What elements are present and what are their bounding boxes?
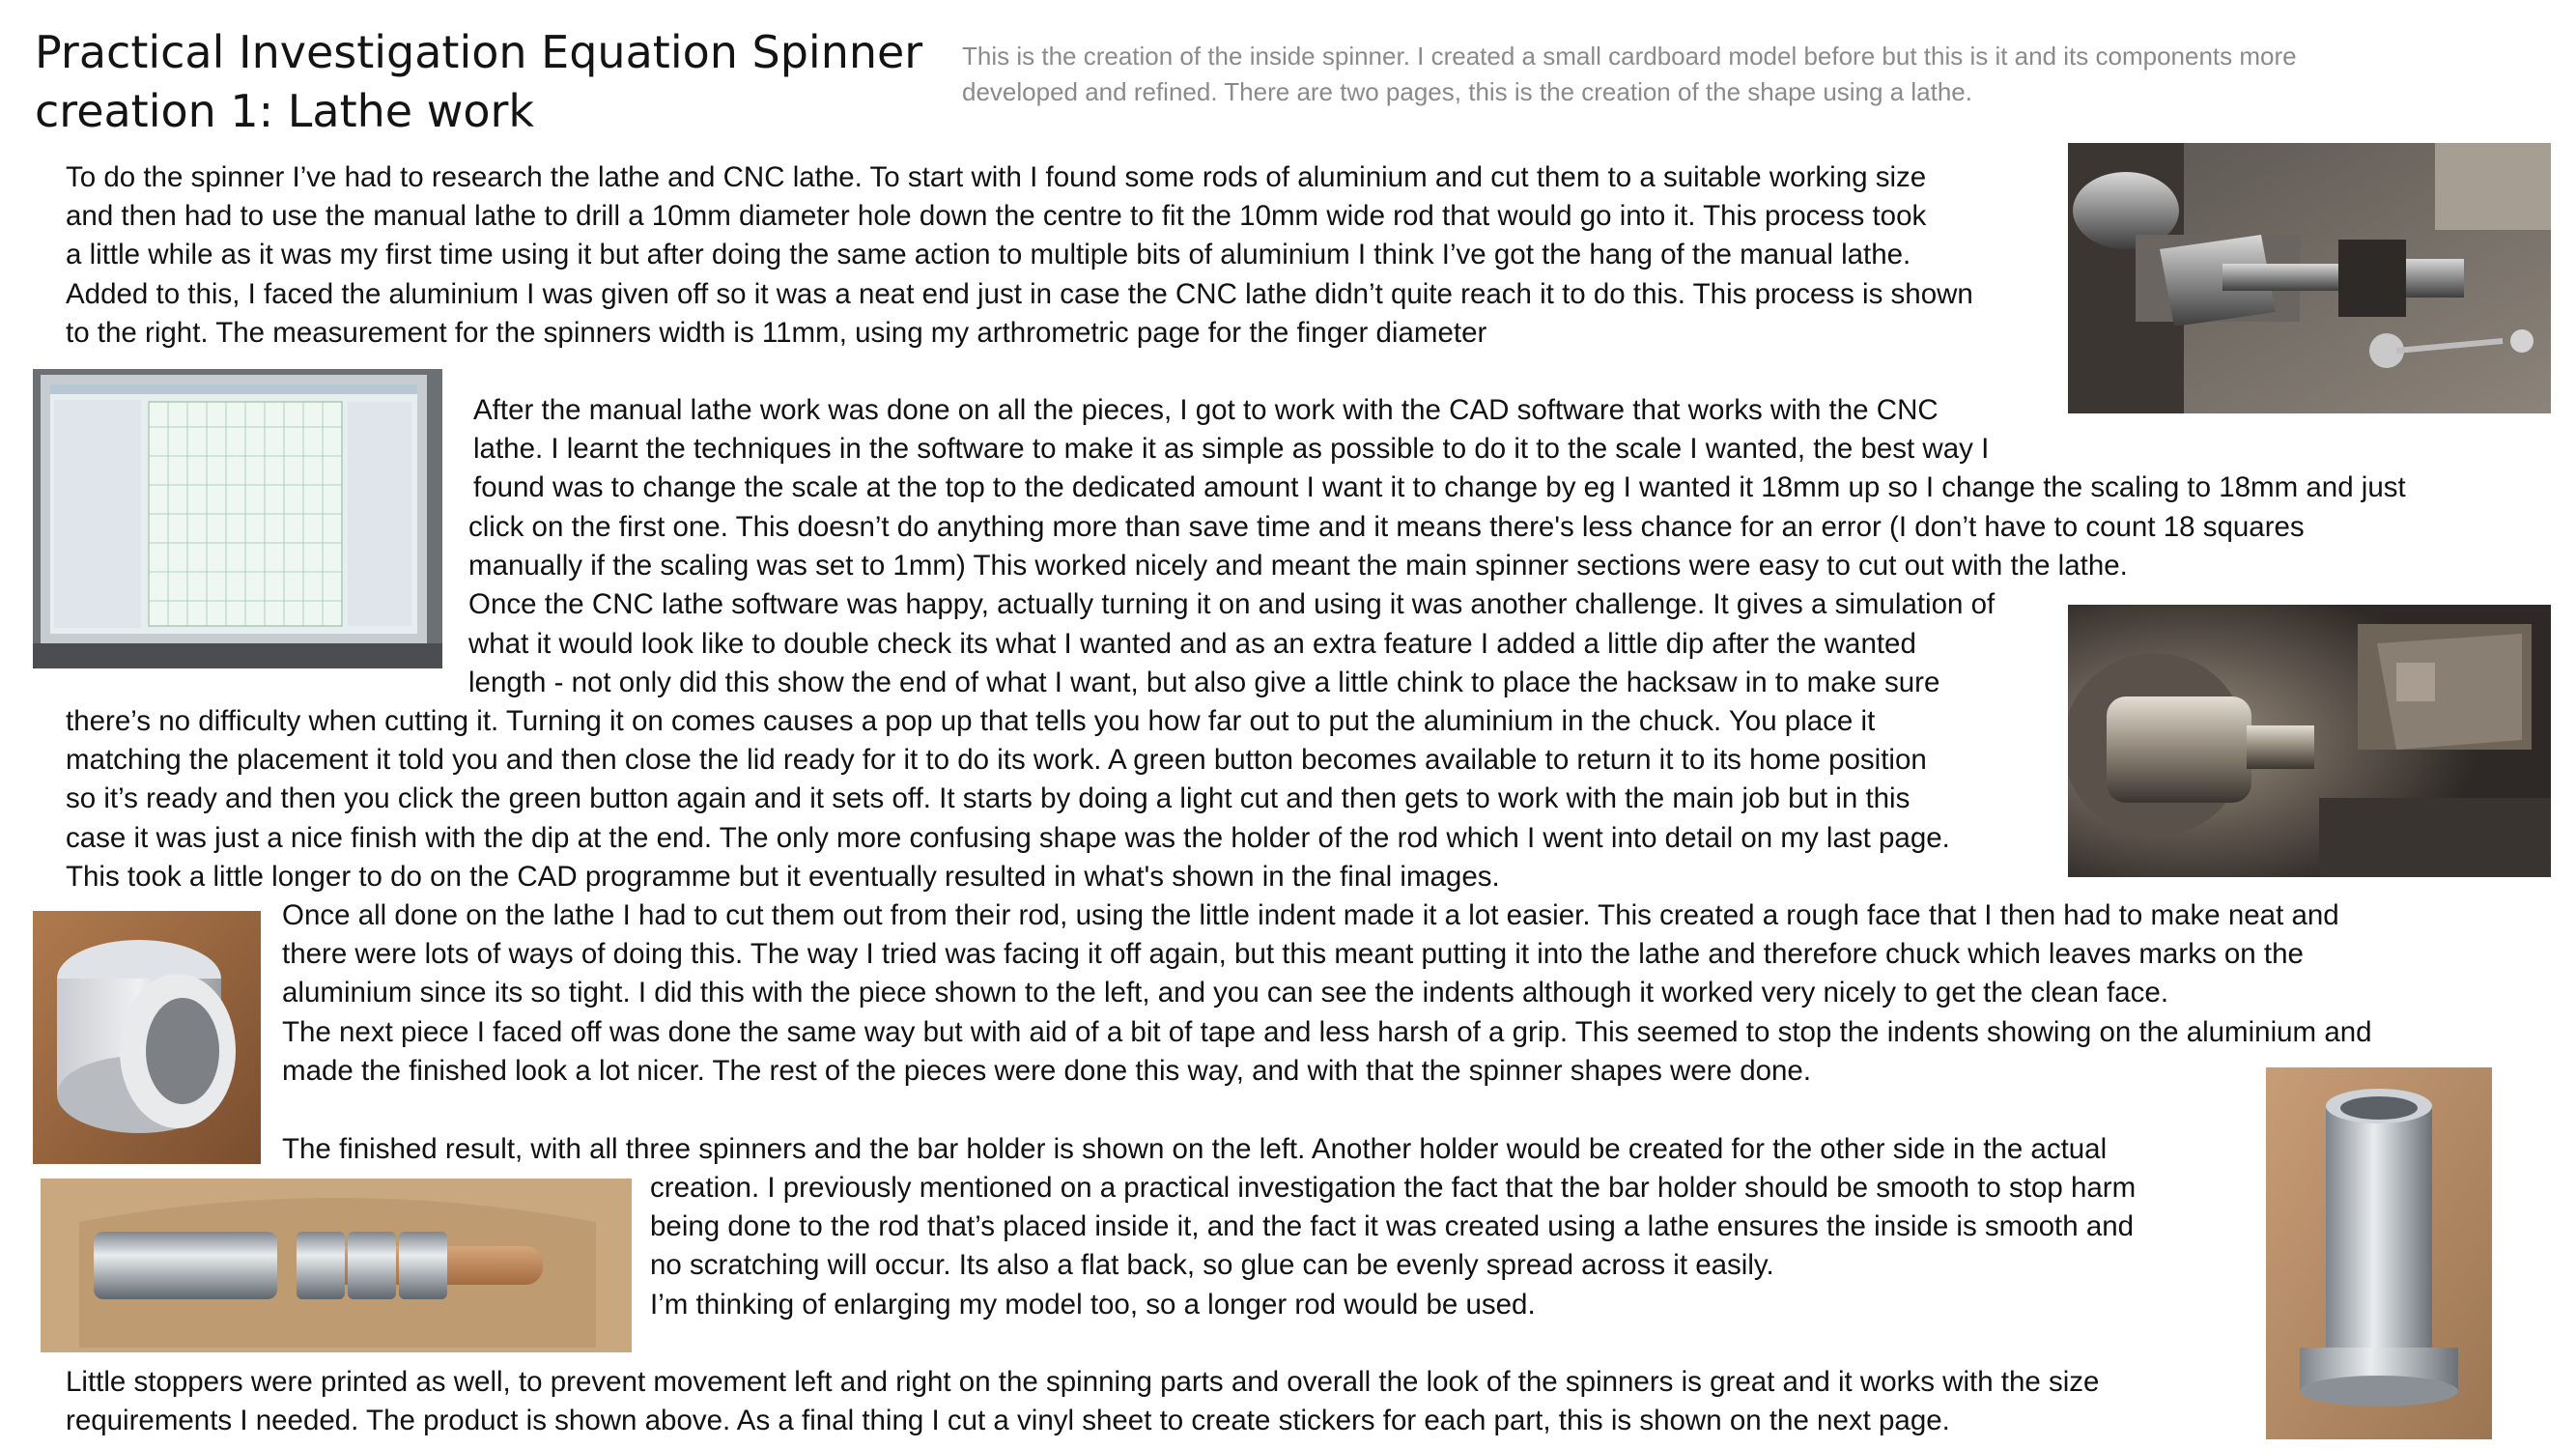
- paragraph-finished-result: [650, 1169, 2136, 1324]
- text-line: Added to this, I faced the aluminium I was given off so it was a neat end just in case the CNC lathe didn’t quite reach it to do this. This process is shown: [66, 277, 1973, 310]
- text-line: there’s no difficulty when cutting it. Turning it on comes causes a pop up that tells you how far out to put the aluminium in the chuck. You place it: [66, 705, 1876, 737]
- text-line: and then had to use the manual lathe to drill a 10mm diameter hole down the centre to fit the 10mm wide rod that would go into it. This process took: [66, 200, 1927, 233]
- page-title: [35, 23, 943, 141]
- intro-line-1: This is the creation of the inside spinner. I created a small cardboard model before but this is it and its components more: [962, 42, 2297, 71]
- text-line: what it would look like to double check its what I wanted and as an extra feature I added a little dip after the wanted: [468, 627, 1916, 660]
- paragraph-cnc-operation: [66, 702, 1950, 896]
- text-line: The next piece I faced off was done the same way but with aid of a bit of tape and less harsh of a grip. This seemed to stop the indents showing on the aluminium and: [282, 1015, 2372, 1048]
- text-line: there were lots of ways of doing this. The way I tried was facing it off again, but this meant putting it into the lathe and therefore chuck which leaves marks on the: [282, 938, 2304, 971]
- text-line: aluminium since its so tight. I did this with the piece shown to the left, and you can see the indents although it worked very nicely to get the clean face.: [282, 977, 2169, 1009]
- paragraph-facing-off: [282, 896, 2372, 1091]
- cnc-lathe-photo: [2068, 605, 2551, 877]
- assembled-spinners-photo: [41, 1179, 632, 1352]
- paragraph-stoppers: [66, 1363, 2099, 1440]
- bar-holder-photo: [2266, 1067, 2492, 1439]
- title-line-2: creation 1: Lathe work: [35, 85, 535, 137]
- text-line: requirements I needed. The product is shown above. As a final thing I cut a vinyl sheet to create stickers for each part, this is shown on the next page.: [66, 1405, 1950, 1437]
- text-line: being done to the rod that’s placed inside it, and the fact it was created using a lathe ensures the inside is smooth and: [650, 1210, 2135, 1243]
- intro-text: [962, 39, 2469, 110]
- text-line: lathe. I learnt the techniques in the software to make it as simple as possible to do it to the scale I wanted, the best way I: [473, 433, 1990, 466]
- text-line: matching the placement it told you and then close the lid ready for it to do its work. A green button becomes available to return it to its home position: [66, 744, 1927, 777]
- text-line: to the right. The measurement for the spinners width is 11mm, using my arthrometric page for the finger diameter: [66, 316, 1487, 349]
- text-line: made the finished look a lot nicer. The rest of the pieces were done this way, and with that the spinner shapes were done.: [282, 1054, 1812, 1087]
- text-line: no scratching will occur. Its also a flat back, so glue can be evenly spread across it easily.: [650, 1249, 1774, 1282]
- text-line: Little stoppers were printed as well, to prevent movement left and right on the spinning parts and overall the look of the spinners is great and it works with the size: [66, 1366, 2100, 1398]
- text-line: This took a little longer to do on the CAD programme but it eventually resulted in what's shown in the final images.: [66, 860, 1500, 893]
- text-line: length - not only did this show the end of what I want, but also give a little chink to place the hacksaw in to make sure: [468, 666, 1940, 698]
- intro-line-2: developed and refined. There are two pages, this is the creation of the shape using a lathe.: [962, 77, 1972, 106]
- text-line: After the manual lathe work was done on all the pieces, I got to work with the CAD software that works with the CNC: [473, 394, 1939, 426]
- text-line: Once all done on the lathe I had to cut them out from their rod, using the little indent made it a lot easier. This created a rough face that I then had to make neat and: [282, 899, 2339, 931]
- text-line: The finished result, with all three spinners and the bar holder is shown on the left. Another holder would be created for the other side in the actual: [282, 1133, 2108, 1165]
- text-line: click on the first one. This doesn’t do anything more than save time and it means there's less chance for an error (I don’t have to count 18 squares: [468, 511, 2305, 543]
- paragraph-manual-lathe: [66, 158, 1973, 353]
- text-line: found was to change the scale at the top to the dedicated amount I want it to change by eg I wanted it 18mm up so I change the scaling to 18mm and just: [473, 471, 2406, 504]
- text-line: a little while as it was my first time using it but after doing the same action to multiple bits of aluminium I think I’ve got the hang of the manual lathe.: [66, 239, 1911, 271]
- paragraph-cnc-lathe: [468, 508, 2305, 702]
- manual-lathe-photo: [2068, 143, 2551, 413]
- text-line: To do the spinner I’ve had to research the lathe and CNC lathe. To start with I found some rods of aluminium and cut them to a suitable working size: [66, 161, 1927, 193]
- spinner-piece-photo: [33, 911, 261, 1164]
- cad-software-photo: [33, 369, 442, 668]
- title-line-1: Practical Investigation Equation Spinner: [35, 26, 923, 78]
- text-line: manually if the scaling was set to 1mm) This worked nicely and meant the main spinner sections were easy to cut out with the lathe.: [468, 550, 2128, 582]
- text-line: so it’s ready and then you click the green button again and it sets off. It starts by doing a light cut and then gets to work with the main job but in this: [66, 782, 1911, 815]
- paragraph-finished-result-intro: [282, 1130, 2107, 1169]
- text-line: case it was just a nice finish with the dip at the end. The only more confusing shape was the holder of the rod which I went into detail on my last page.: [66, 821, 1950, 854]
- text-line: Once the CNC lathe software was happy, actually turning it on and using it was another challenge. It gives a simulation of: [468, 588, 1996, 621]
- text-line: I’m thinking of enlarging my model too, so a longer rod would be used.: [650, 1288, 1536, 1321]
- text-line: creation. I previously mentioned on a practical investigation the fact that the bar holder should be smooth to stop harm: [650, 1172, 2137, 1204]
